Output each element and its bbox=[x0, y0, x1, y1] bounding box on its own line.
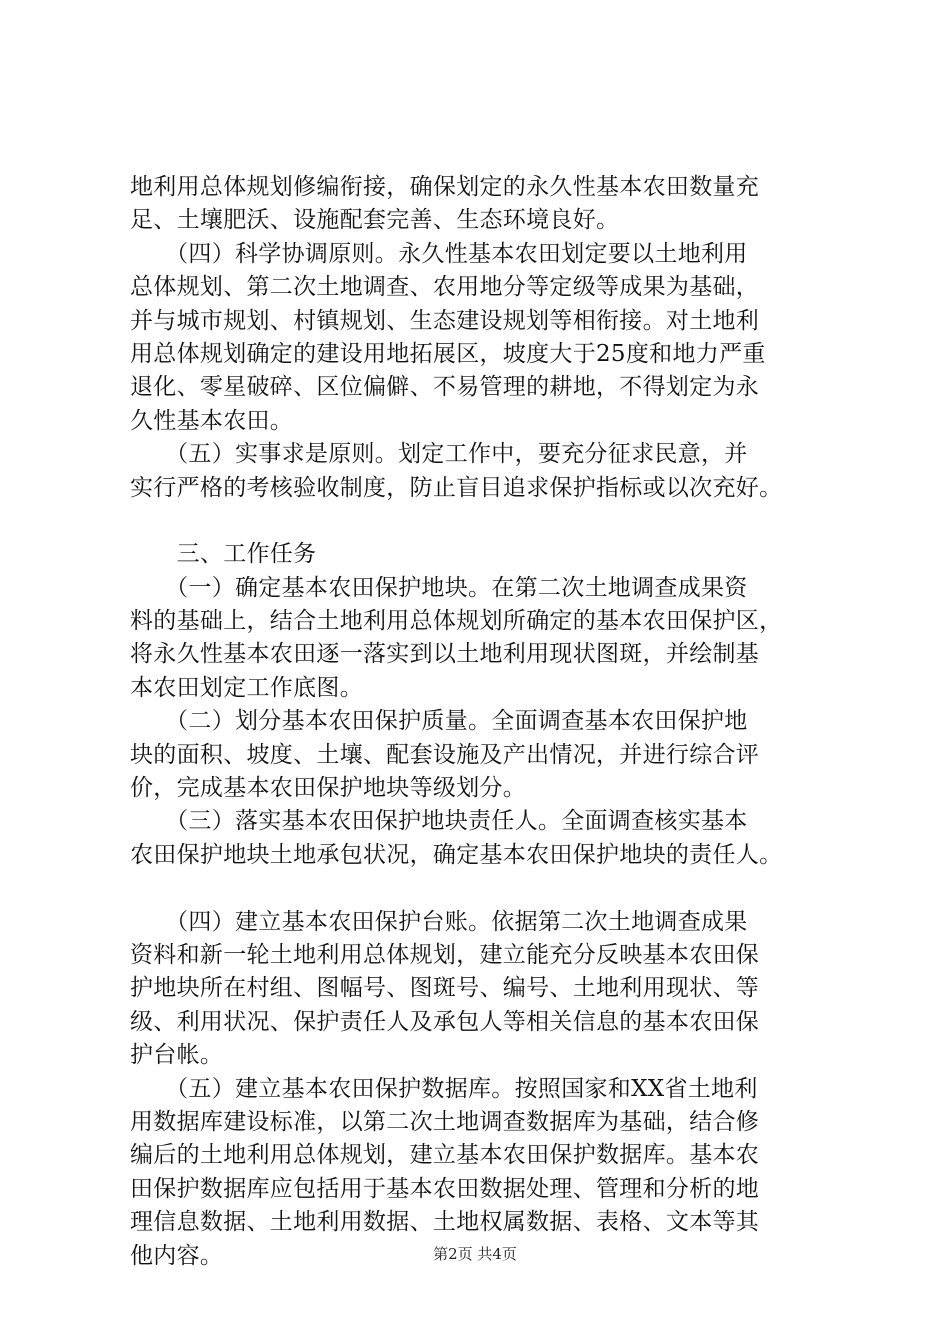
text-line: 级、利用状况、保护责任人及承包人等相关信息的基本农田保 bbox=[130, 1008, 760, 1035]
text-line: 块的面积、坡度、土壤、配套设施及产出情况，并进行综合评 bbox=[130, 741, 760, 768]
text-line: 三、工作任务 bbox=[130, 541, 317, 568]
text-line: 地利用总体规划修编衔接，确保划定的永久性基本农田数量充 bbox=[130, 174, 760, 200]
text-line: 料的基础上，结合土地利用总体规划所确定的基本农田保护区， bbox=[130, 608, 783, 635]
text-line: 退化、零星破碎、区位偏僻、不易管理的耕地，不得划定为永 bbox=[130, 374, 760, 401]
text-line: （四）建立基本农田保护台账。依据第二次土地调查成果 bbox=[130, 908, 748, 935]
text-line: 用数据库建设标准，以第二次土地调查数据库为基础，结合修 bbox=[130, 1108, 760, 1135]
text-line: 实行严格的考核验收制度，防止盲目追求保护指标或以次充好。 bbox=[130, 474, 783, 501]
text-line: 田保护数据库应包括用于基本农田数据处理、管理和分析的地 bbox=[130, 1175, 760, 1202]
text-line: 农田保护地块土地承包状况，确定基本农田保护地块的责任人。 bbox=[130, 841, 783, 868]
text-line: （一）确定基本农田保护地块。在第二次土地调查成果资 bbox=[130, 574, 748, 601]
text-line: 足、土壤肥沃、设施配套完善、生态环境良好。 bbox=[130, 207, 620, 234]
text-line: 他内容。 bbox=[130, 1242, 224, 1269]
text-line: （五）建立基本农田保护数据库。按照国家和XX省土地利 bbox=[130, 1075, 758, 1102]
text-line: 并与城市规划、村镇规划、生态建设规划等相衔接。对土地利 bbox=[130, 307, 760, 334]
document-body bbox=[130, 171, 830, 1273]
text-line: 久性基本农田。 bbox=[130, 407, 294, 434]
paragraph-gap bbox=[130, 872, 830, 905]
text-line: 护台帐。 bbox=[130, 1042, 224, 1069]
text-line: 编后的土地利用总体规划，建立基本农田保护数据库。基本农 bbox=[130, 1142, 760, 1169]
text-line: 护地块所在村组、图幅号、图斑号、编号、土地利用现状、等 bbox=[130, 975, 760, 1002]
text-line: 用总体规划确定的建设用地拓展区，坡度大于25度和地力严重 bbox=[130, 340, 766, 367]
text-line: 资料和新一轮土地利用总体规划，建立能充分反映基本农田保 bbox=[130, 941, 760, 968]
text-line: （二）划分基本农田保护质量。全面调查基本农田保护地 bbox=[130, 708, 748, 735]
text-line: （四）科学协调原则。永久性基本农田划定要以土地利用 bbox=[130, 240, 748, 267]
text-line: 本农田划定工作底图。 bbox=[130, 674, 363, 701]
page-footer: 第2页 共4页 bbox=[433, 1245, 517, 1263]
text-line: 价，完成基本农田保护地块等级划分。 bbox=[130, 775, 527, 802]
text-line: 将永久性基本农田逐一落实到以土地利用现状图斑，并绘制基 bbox=[130, 641, 760, 668]
text-line: 总体规划、第二次土地调查、农用地分等定级等成果为基础， bbox=[130, 274, 760, 301]
paragraph-gap bbox=[130, 505, 830, 538]
text-line: （三）落实基本农田保护地块责任人。全面调查核实基本 bbox=[130, 808, 748, 835]
text-line: （五）实事求是原则。划定工作中，要充分征求民意，并 bbox=[130, 441, 748, 468]
text-line: 理信息数据、土地利用数据、土地权属数据、表格、文本等其 bbox=[130, 1209, 760, 1236]
